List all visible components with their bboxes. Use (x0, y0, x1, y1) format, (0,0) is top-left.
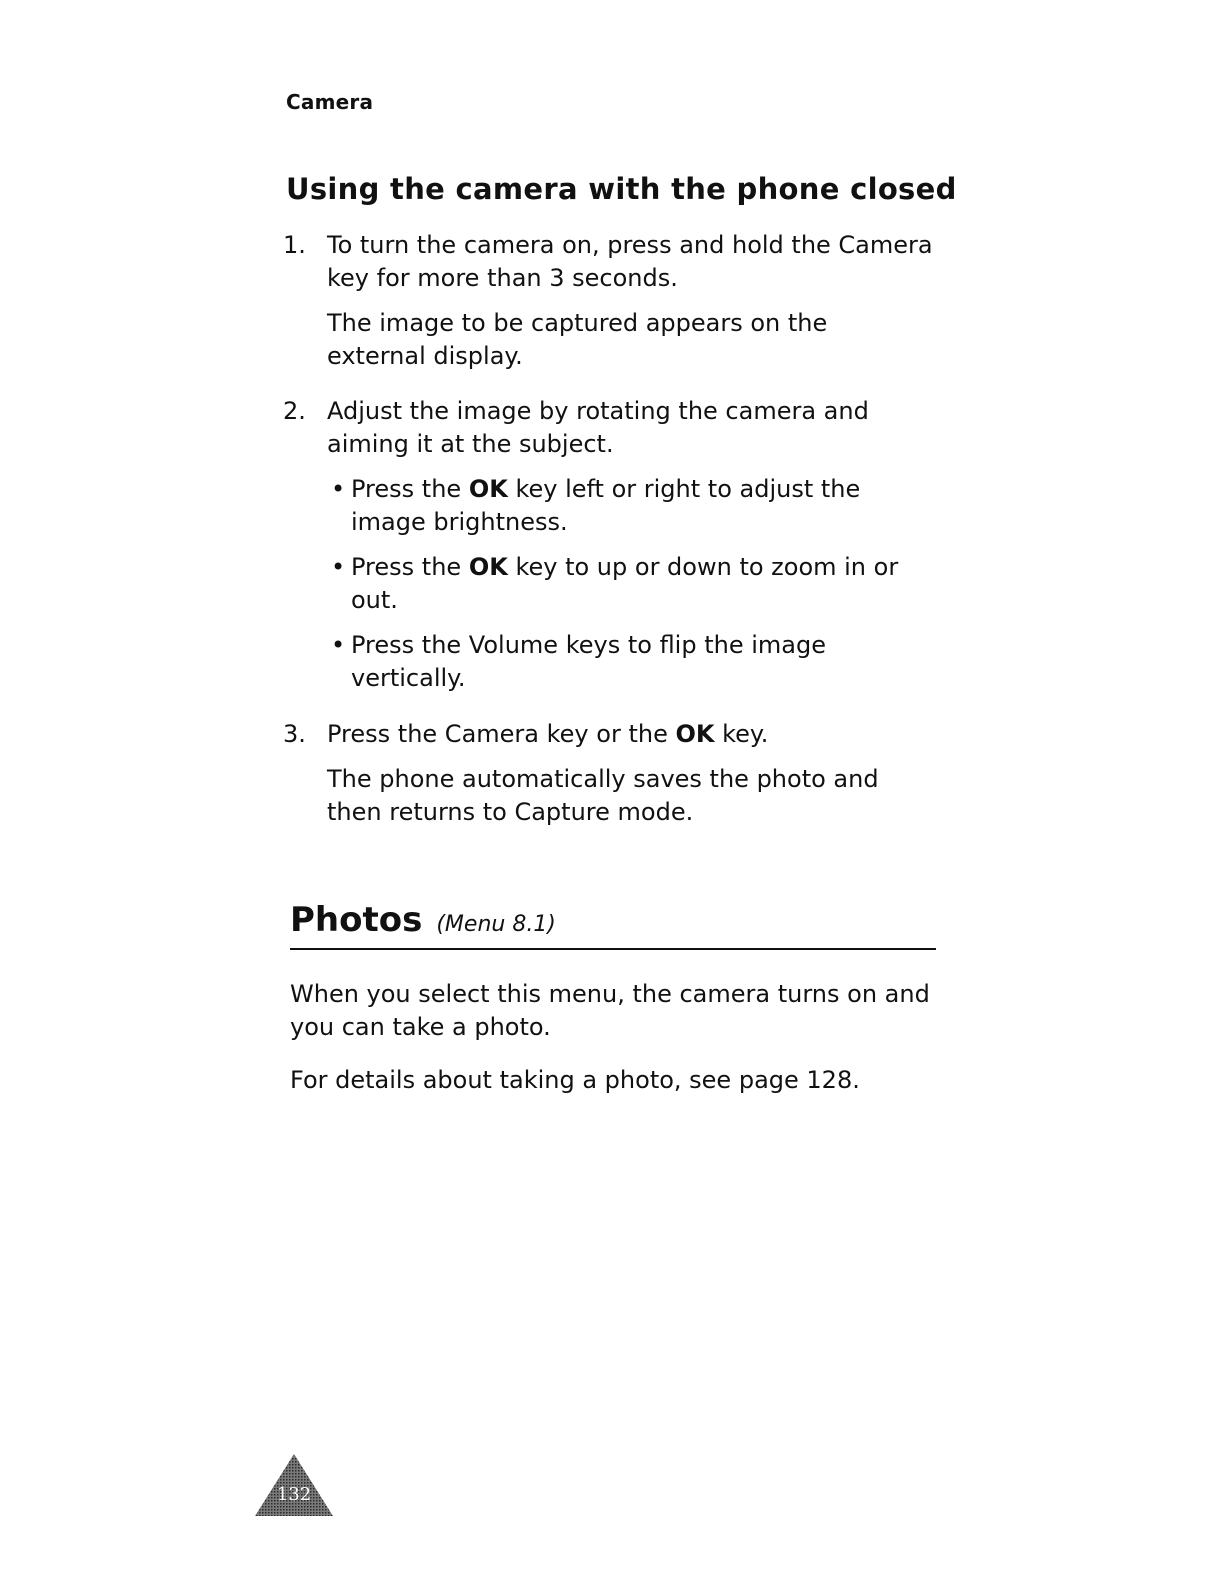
step-text: Adjust the image by rotating the camera and aiming it at the subject. (327, 397, 869, 458)
step-1 (283, 229, 933, 373)
ok-key-label: OK (468, 475, 508, 503)
step-note: The phone automatically saves the photo and then returns to Capture mode. (327, 765, 879, 826)
bullet-item (327, 473, 933, 539)
photos-paragraph: For details about taking a photo, see page 128. (290, 1066, 860, 1094)
step-note: The image to be captured appears on the external display. (327, 309, 828, 370)
ok-key-label: OK (468, 553, 508, 581)
menu-reference: (Menu 8.1) (436, 912, 556, 937)
bullet-text: Press the Volume keys to flip the image vertically. (351, 631, 826, 692)
photos-heading (290, 900, 936, 950)
bullet-text: Press the (351, 553, 469, 581)
ok-key-label: OK (675, 720, 715, 748)
bullet-icon: • (331, 553, 346, 581)
step-number: 1. (283, 231, 306, 259)
section-title: Using the camera with the phone closed (286, 172, 957, 206)
page-number: 132 (276, 1484, 312, 1505)
bullet-text: Press the (351, 475, 469, 503)
step-3 (283, 718, 933, 829)
step-number: 3. (283, 720, 306, 748)
bullet-text: key left or right to adjust the image brightness. (351, 475, 861, 536)
step-2 (283, 395, 933, 707)
step-text-part: Press the Camera key or the (327, 720, 676, 748)
bullet-icon: • (331, 631, 346, 659)
bullet-list (327, 473, 933, 695)
running-header: Camera (286, 90, 374, 114)
step-text: To turn the camera on, press and hold the Camera key for more than 3 seconds. (327, 231, 933, 292)
bullet-text: key to up or down to zoom in or out. (351, 553, 899, 614)
step-text-part: key. (714, 720, 769, 748)
bullet-icon: • (331, 475, 346, 503)
step-text (327, 718, 933, 751)
bullet-item (327, 551, 933, 617)
step-number: 2. (283, 397, 306, 425)
photos-title: Photos (290, 900, 423, 940)
bullet-item (327, 629, 933, 695)
photos-paragraph: When you select this menu, the camera turns on and you can take a photo. (290, 980, 930, 1041)
